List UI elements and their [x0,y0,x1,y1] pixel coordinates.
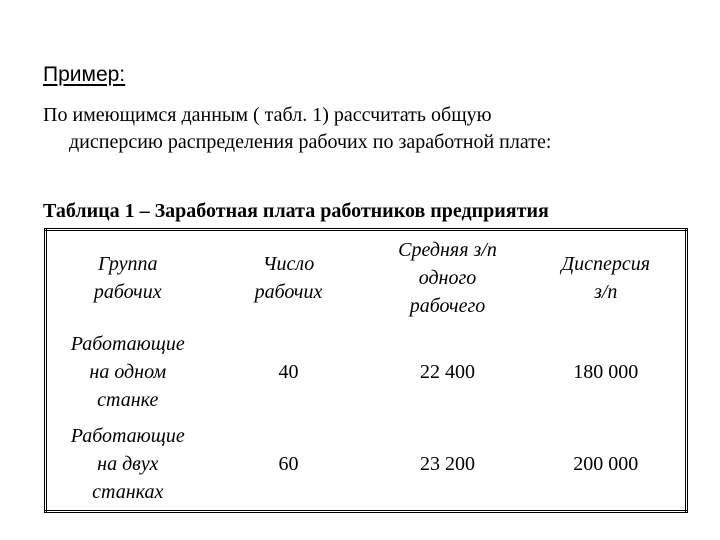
task-paragraph [43,102,551,156]
header-cell-count: Число рабочих [254,253,323,304]
example-heading: Пример: [43,63,126,86]
count-cell: 60 [278,452,299,475]
variance-cell: 200 000 [573,452,639,475]
avg-wage-cell: 23 200 [420,452,475,475]
task-line-1: По имеющимся данным ( табл. 1) рассчитать общую [43,104,492,126]
table-row [46,326,687,418]
row-label-cell: Работающие на одном станке [70,332,185,411]
wage-table [44,228,688,513]
avg-wage-cell: 22 400 [420,360,475,383]
header-cell-group: Группа рабочих [93,253,162,304]
table-header-row [46,230,687,326]
header-cell-avg-wage: Средняя з/п одного рабочего [398,239,497,318]
row-label-cell: Работающие на двух станках [70,424,185,503]
count-cell: 40 [278,360,299,383]
header-cell-variance: Дисперсия з/п [561,253,651,304]
task-line-2: дисперсию распределения рабочих по заработной плате: [69,131,552,153]
variance-cell: 180 000 [573,360,639,383]
table-caption: Таблица 1 – Заработная плата работников предприятия [43,200,549,222]
table-row [46,418,687,512]
